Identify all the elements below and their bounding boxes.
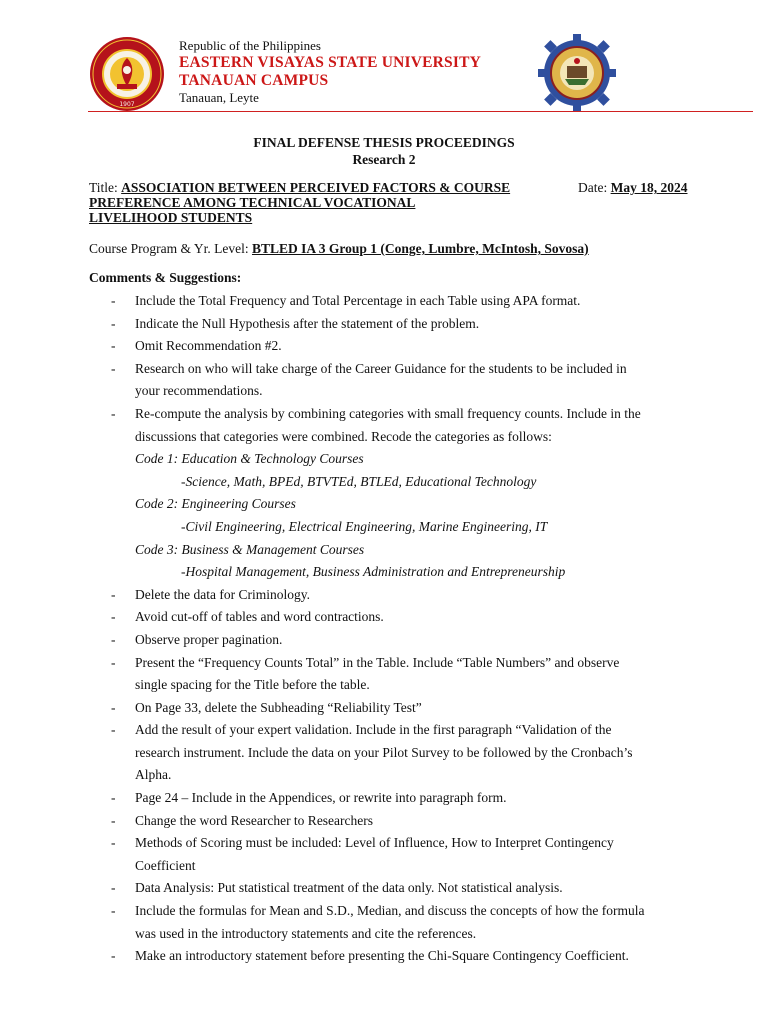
thesis-title-line-2: PREFERENCE AMONG TECHNICAL VOCATIONAL	[89, 195, 416, 210]
thesis-title-label: Title:	[89, 180, 118, 195]
code-2-heading: Code 2: Engineering Courses	[135, 496, 296, 512]
comment-text-continued: Coefficient	[135, 857, 196, 873]
list-item	[89, 606, 709, 629]
comment-text: Indicate the Null Hypothesis after the statement of the problem.	[135, 315, 480, 331]
list-item	[89, 290, 709, 313]
list-item	[89, 787, 709, 810]
document-title-block	[0, 135, 768, 168]
list-item	[89, 335, 709, 358]
comment-text: Add the result of your expert validation. Include in the first paragraph “Validation of the	[135, 722, 612, 738]
bullet-dash: -	[111, 722, 116, 738]
bullet-dash: -	[111, 835, 116, 851]
list-item	[89, 584, 709, 607]
comment-text: Delete the data for Criminology.	[135, 586, 310, 602]
comment-text: Change the word Researcher to Researchers	[135, 812, 374, 828]
code-1-items: -Science, Math, BPEd, BTVTEd, BTLEd, Educational Technology	[181, 473, 537, 489]
department-gear-seal-icon	[537, 33, 617, 113]
date-label: Date:	[578, 180, 608, 195]
bullet-dash: -	[111, 315, 116, 331]
comment-text: Include the Total Frequency and Total Percentage in each Table using APA format.	[135, 293, 581, 308]
comment-text: Present the “Frequency Counts Total” in the Table. Include “Table Numbers” and observe	[135, 654, 620, 670]
comment-text: Page 24 – Include in the Appendices, or rewrite into paragraph form.	[135, 790, 507, 806]
comment-text: Make an introductory statement before presenting the Chi-Square Contingency Coefficient.	[135, 948, 629, 964]
document-subtitle: Research 2	[352, 152, 416, 167]
list-item	[89, 629, 709, 652]
header-divider	[88, 111, 753, 112]
republic-line: Republic of the Philippines	[179, 38, 321, 53]
list-item	[89, 877, 709, 900]
course-field	[89, 241, 589, 257]
list-item	[89, 403, 709, 448]
comment-text-continued: your recommendations.	[135, 383, 263, 399]
bullet-dash: -	[111, 360, 116, 376]
bullet-dash: -	[111, 654, 116, 670]
comment-text: Observe proper pagination.	[135, 631, 283, 647]
list-item	[89, 358, 709, 403]
list-item	[89, 900, 709, 945]
comment-text: Re-compute the analysis by combining categories with small frequency counts. Include in the	[135, 405, 641, 421]
seal-year: 1907	[119, 101, 135, 108]
letterhead	[0, 0, 768, 112]
list-item	[89, 719, 709, 787]
thesis-title-line-1: ASSOCIATION BETWEEN PERCEIVED FACTORS & COURSE	[121, 180, 511, 195]
bullet-dash: -	[111, 338, 116, 354]
bullet-dash: -	[111, 790, 116, 806]
code-3-heading: Code 3: Business & Management Courses	[135, 541, 365, 557]
comment-text: On Page 33, delete the Subheading “Reliability Test”	[135, 699, 422, 715]
bullet-dash: -	[111, 586, 116, 602]
code-3-items: -Hospital Management, Business Administration and Entrepreneurship	[181, 564, 566, 580]
comment-text-continued: research instrument. Include the data on your Pilot Survey to be followed by the Cronbach’s	[135, 744, 633, 760]
list-item	[89, 832, 709, 877]
document-title: FINAL DEFENSE THESIS PROCEEDINGS	[253, 135, 515, 150]
thesis-title-field	[89, 180, 569, 225]
campus-name: TANAUAN CAMPUS	[179, 71, 329, 89]
comment-text: Include the formulas for Mean and S.D., Median, and discuss the concepts of how the formula	[135, 903, 645, 919]
bullet-dash: -	[111, 812, 116, 828]
comment-text-continued: discussions that categories were combined. Recode the categories as follows:	[135, 428, 552, 444]
comments-heading: Comments & Suggestions:	[89, 270, 242, 285]
comment-text-continued: Alpha.	[135, 767, 172, 783]
list-item	[89, 697, 709, 720]
date-field	[578, 180, 688, 196]
comments-list	[89, 290, 709, 968]
list-item	[89, 810, 709, 833]
institution-block	[179, 39, 481, 104]
bullet-dash: -	[111, 631, 116, 647]
list-item	[89, 945, 709, 968]
town-line: Tanauan, Leyte	[179, 90, 259, 105]
comment-text: Data Analysis: Put statistical treatment of the data only. Not statistical analysis.	[135, 880, 563, 896]
bullet-dash: -	[111, 880, 116, 896]
bullet-dash: -	[111, 903, 116, 919]
comment-text-continued: was used in the introductory statements and cite the references.	[135, 925, 477, 941]
code-2-items: -Civil Engineering, Electrical Engineering, Marine Engineering, IT	[181, 518, 548, 534]
course-label: Course Program & Yr. Level:	[89, 241, 249, 256]
bullet-dash: -	[111, 699, 116, 715]
bullet-dash: -	[111, 609, 116, 625]
code-1-heading: Code 1: Education & Technology Courses	[135, 451, 364, 467]
comment-text: Research on who will take charge of the Career Guidance for the students to be included in	[135, 360, 627, 376]
comment-text: Methods of Scoring must be included: Level of Influence, How to Interpret Contingency	[135, 835, 614, 851]
bullet-dash: -	[111, 293, 116, 308]
list-item	[89, 652, 709, 697]
bullet-dash: -	[111, 948, 116, 964]
date-value: May 18, 2024	[610, 180, 688, 195]
thesis-title-line-3: LIVELIHOOD STUDENTS	[89, 210, 253, 225]
list-item	[89, 313, 709, 336]
comment-text-continued: single spacing for the Title before the table.	[135, 677, 370, 693]
course-value: BTLED IA 3 Group 1 (Conge, Lumbre, McIntosh, Sovosa)	[251, 241, 589, 256]
comment-text: Omit Recommendation #2.	[135, 338, 282, 354]
university-name: EASTERN VISAYAS STATE UNIVERSITY	[179, 54, 482, 71]
university-seal-icon	[89, 36, 165, 112]
bullet-dash: -	[111, 405, 116, 421]
comment-text: Avoid cut-off of tables and word contractions.	[135, 609, 384, 625]
